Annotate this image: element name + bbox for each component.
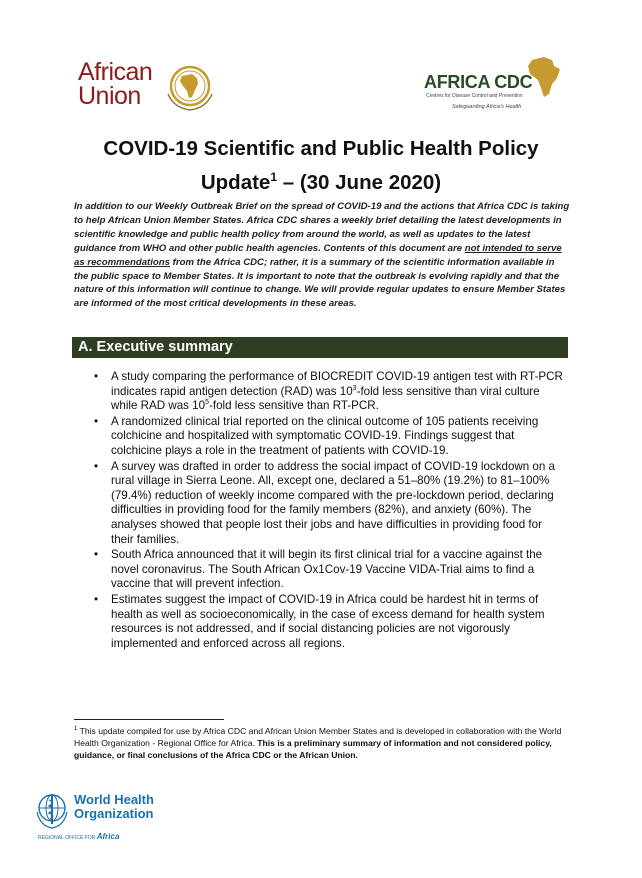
african-union-emblem-icon <box>164 64 216 112</box>
title-line-1: COVID-19 Scientific and Public Health Policy <box>103 137 539 160</box>
who-wordmark: World Health Organization <box>74 792 154 821</box>
bullet-icon: • <box>94 592 99 606</box>
bullet-icon: • <box>94 459 99 473</box>
africa-cdc-title: AFRICA CDC <box>424 72 533 92</box>
intro-paragraph: In addition to our Weekly Outbreak Brief on the spread of COVID-19 and the actions that Africa CDC is taking to help African Union Member States. Africa CDC shares a weekly brief detailing the latest developments in scientific knowledge and public health policy from around the world, as well as updates to the latest guidance from WHO and other public health agencies. Contents of this document are not intended to serve as recommendations from the Africa CDC; rather, it is a summary of the scientific information available in the public space to Member States. It is important to note that the outbreak is evolving rapidly and that the nature of this information will continue to change. We will provide regular updates to ensure Member States are informed of the most critical developments in these areas. <box>74 201 570 310</box>
list-item: • A study comparing the performance of BIOCREDIT COVID-19 antigen test with RT-PCR indicates rapid antigen detection (RAD) was $10^3$-fold less sensitive than viral culture while RAD was $10^5$-fold less sensitive than RT-PCR. <box>94 370 563 413</box>
footnote-reference: 1 <box>270 170 278 184</box>
african-union-wordmark: African Union <box>78 58 153 110</box>
bullet-icon: • <box>94 548 99 562</box>
list-item: • Estimates suggest the impact of COVID-19 in Africa could be hardest hit in terms of health as well as socioeconomically, in the case of excess demand for health system resources is not addressed, and if social distancing policies are not vigorously implemented and enforced across all regions. <box>94 592 545 650</box>
africa-cdc-tagline: Safeguarding Africa's Health <box>452 104 522 110</box>
page-title <box>60 134 582 197</box>
who-region-label: REGIONAL OFFICE FOR Africa <box>38 832 120 841</box>
african-union-logo <box>78 60 228 115</box>
list-item: • A randomized clinical trial reported on the clinical outcome of 105 patients receiving colchicine and hospitalized with symptomatic COVID-19. Findings suggest that colchicine plays a role in the treatment of patients with COVID-19. <box>94 414 539 457</box>
africa-cdc-logo <box>424 54 574 114</box>
footnote: $^1$ This update compiled for use by Africa CDC and African Union Member States and is developed in collaboration with the World Health Organization - Regional Office for Africa. This is a preliminary summary of information and not considered policy, guidance, or final conclusions of the Africa CDC or the African Union. <box>74 725 562 761</box>
list-item: • A survey was drafted in order to address the social impact of COVID-19 lockdown on a rural village in Sierra Leone. All, except one, declared a 51–80% (19.2%) to 81–100% (79.4%) reduction of weekly income compared with the pre-lockdown period, declaring difficulties in providing food for the family members (82%), and anxiety (60%). The analyses showed that people lost their jobs and have difficulties in providing food for their families. <box>94 459 555 546</box>
bullet-icon: • <box>94 370 99 383</box>
intro-underlined-text: not intended to serve as recommendations <box>74 242 562 268</box>
title-line-2: Update$^1$ – (30 June 2020) <box>200 170 442 194</box>
footnote-divider <box>74 719 224 720</box>
who-logo <box>32 790 172 842</box>
executive-summary-list <box>94 370 564 652</box>
section-header-executive-summary: A. Executive summary <box>72 337 568 358</box>
who-emblem-icon <box>32 790 72 830</box>
bullet-icon: • <box>94 414 99 428</box>
list-item: • South Africa announced that it will begin its first clinical trial for a vaccine against the novel coronavirus. The South African Ox1Cov-19 Vaccine VIDA-Trial aims to find a vaccine that will prevent infection. <box>94 548 543 591</box>
africa-cdc-subtitle: Centres for Disease Control and Prevention <box>426 93 523 99</box>
